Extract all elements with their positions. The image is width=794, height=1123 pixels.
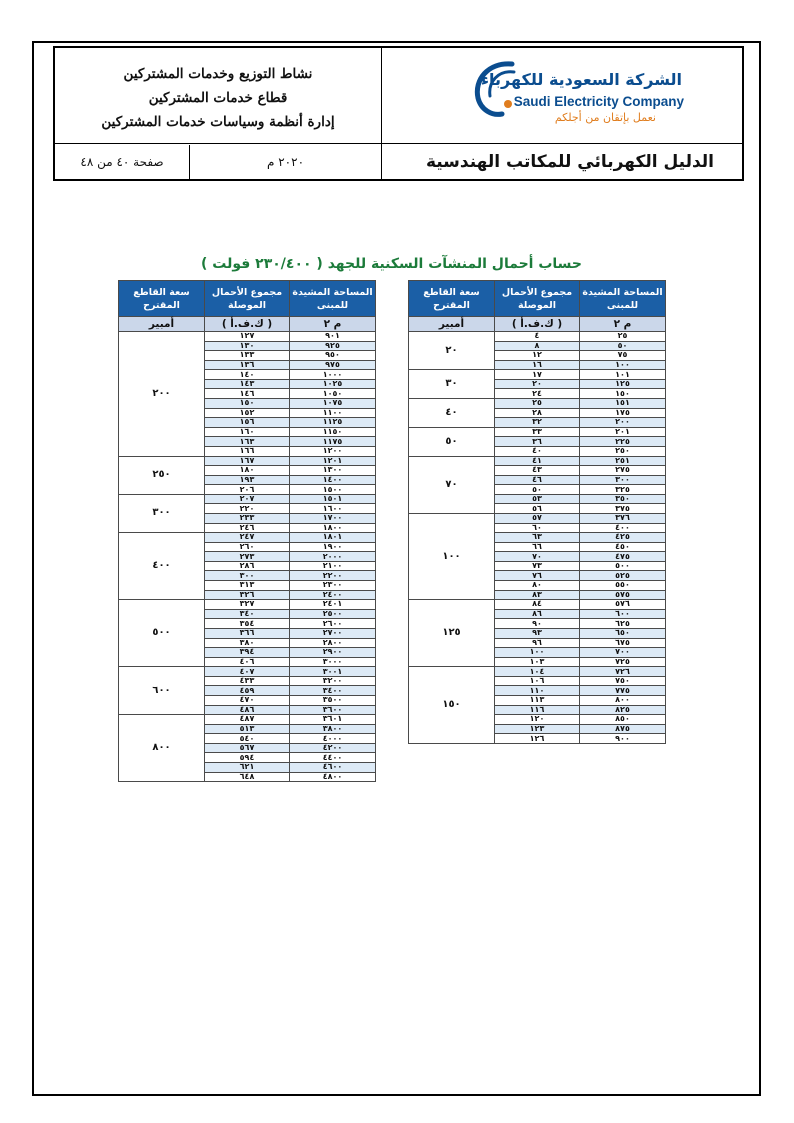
area-cell: ٢٠٠٠ (290, 552, 376, 562)
load-cell: ٩٣ (495, 628, 580, 638)
area-cell: ١٠٢٥ (290, 379, 376, 389)
unit-area: م ٢ (580, 317, 666, 332)
load-cell: ٧٦ (495, 571, 580, 581)
load-cell: ١١٣ (495, 695, 580, 705)
load-cell: ١٧ (495, 370, 580, 380)
load-cell: ١٤٣ (205, 379, 290, 389)
load-cell: ٧٣ (495, 561, 580, 571)
load-cell: ٣٢٦ (205, 590, 290, 600)
load-cell: ٢٠٦ (205, 485, 290, 495)
load-cell: ٤٠٧ (205, 667, 290, 677)
area-cell: ٣٥٠٠ (290, 695, 376, 705)
table-row (119, 600, 376, 610)
load-cell: ٦٢١ (205, 763, 290, 773)
load-table-right (408, 280, 666, 744)
area-cell: ١٥٠ (580, 389, 666, 399)
load-cell: ٣٥٤ (205, 619, 290, 629)
load-cell: ١٣٣ (205, 351, 290, 361)
breaker-cell: ٢٥٠ (119, 456, 205, 494)
area-cell: ٤٧٥ (580, 552, 666, 562)
area-cell: ٩٧٥ (290, 360, 376, 370)
area-cell: ١٢٥ (580, 379, 666, 389)
load-cell: ٤٧٠ (205, 695, 290, 705)
area-cell: ٢٥٠ (580, 446, 666, 456)
load-cell: ٣٨٠ (205, 638, 290, 648)
breaker-cell: ٤٠ (409, 399, 495, 428)
load-cell: ٣٢ (495, 418, 580, 428)
area-cell: ١٢٠١ (290, 456, 376, 466)
col-load-header: مجموع الأحمال الموصلة (495, 281, 580, 317)
load-cell: ٦٣ (495, 533, 580, 543)
table-row (119, 332, 376, 342)
load-cell: ١٩٣ (205, 475, 290, 485)
area-cell: ٢٣٠٠ (290, 581, 376, 591)
unit-area: م ٢ (290, 317, 376, 332)
table-row (119, 667, 376, 677)
area-cell: ٢٥٠٠ (290, 609, 376, 619)
area-cell: ٣٠٠ (580, 475, 666, 485)
area-cell: ١٠١ (580, 370, 666, 380)
area-cell: ١١٠٠ (290, 408, 376, 418)
area-cell: ٣٦٠١ (290, 715, 376, 725)
load-cell: ٤١ (495, 456, 580, 466)
load-cell: ١٦ (495, 360, 580, 370)
area-cell: ١٥١ (580, 399, 666, 409)
load-cell: ٣٠٠ (205, 571, 290, 581)
load-cell: ٣٣ (495, 427, 580, 437)
load-cell: ٢٤٧ (205, 533, 290, 543)
breaker-cell: ٥٠٠ (119, 600, 205, 667)
table-row (409, 399, 666, 409)
load-cell: ٢٦٠ (205, 542, 290, 552)
area-cell: ٥٠ (580, 341, 666, 351)
load-cell: ١٨٠ (205, 466, 290, 476)
area-cell: ٢٧٠٠ (290, 628, 376, 638)
load-cell: ٨٦ (495, 609, 580, 619)
area-cell: ٢٦٠٠ (290, 619, 376, 629)
load-cell: ٣٤٠ (205, 609, 290, 619)
table-row (409, 332, 666, 342)
load-cell: ٣٦ (495, 437, 580, 447)
load-cell: ٦٠ (495, 523, 580, 533)
area-cell: ٢٢٥ (580, 437, 666, 447)
area-cell: ٩٠٠ (580, 734, 666, 744)
area-cell: ١٤٠٠ (290, 475, 376, 485)
load-cell: ٩٦ (495, 638, 580, 648)
area-cell: ١٥٠١ (290, 494, 376, 504)
area-cell: ١٨٠١ (290, 533, 376, 543)
breaker-cell: ١٠٠ (409, 513, 495, 599)
table-row (409, 456, 666, 466)
load-cell: ٦٤٨ (205, 772, 290, 782)
load-cell: ٢٠٧ (205, 494, 290, 504)
load-cell: ٥٦٧ (205, 743, 290, 753)
load-cell: ١٥٠ (205, 399, 290, 409)
load-cell: ٦٦ (495, 542, 580, 552)
unit-breaker: أمبير (119, 317, 205, 332)
breaker-cell: ٣٠٠ (119, 494, 205, 532)
load-cell: ٤٦ (495, 475, 580, 485)
breaker-cell: ٣٠ (409, 370, 495, 399)
area-cell: ٢٨٠٠ (290, 638, 376, 648)
area-cell: ٨٢٥ (580, 705, 666, 715)
load-cell: ١٤٦ (205, 389, 290, 399)
area-cell: ٧٢٥ (580, 657, 666, 667)
load-cell: ١١٦ (495, 705, 580, 715)
area-cell: ٥٠٠ (580, 561, 666, 571)
area-cell: ١٦٠٠ (290, 504, 376, 514)
table-row (409, 600, 666, 610)
area-cell: ١٥٠٠ (290, 485, 376, 495)
area-cell: ٦٧٥ (580, 638, 666, 648)
area-cell: ٩٠١ (290, 332, 376, 342)
breaker-cell: ٨٠٠ (119, 715, 205, 782)
area-cell: ٤٢٥ (580, 533, 666, 543)
area-cell: ٦٠٠ (580, 609, 666, 619)
area-cell: ٣٠٠١ (290, 667, 376, 677)
load-cell: ٢٤٦ (205, 523, 290, 533)
load-cell: ١٦٧ (205, 456, 290, 466)
area-cell: ٧٥ (580, 351, 666, 361)
area-cell: ٨٥٠ (580, 715, 666, 725)
area-cell: ١١٥٠ (290, 427, 376, 437)
load-cell: ٨ (495, 341, 580, 351)
area-cell: ٦٥٠ (580, 628, 666, 638)
load-cell: ٤٣٣ (205, 676, 290, 686)
area-cell: ٨٧٥ (580, 724, 666, 734)
unit-breaker: أمبير (409, 317, 495, 332)
load-cell: ١١٠ (495, 686, 580, 696)
area-cell: ١٩٠٠ (290, 542, 376, 552)
load-cell: ١٠٣ (495, 657, 580, 667)
load-cell: ١٠٠ (495, 648, 580, 658)
load-cell: ٨٤ (495, 600, 580, 610)
load-cell: ٢٥ (495, 399, 580, 409)
area-cell: ١٠٠٠ (290, 370, 376, 380)
area-cell: ٣٧٦ (580, 513, 666, 523)
breaker-cell: ٢٠ (409, 332, 495, 370)
load-cell: ٣٢٧ (205, 600, 290, 610)
load-cell: ١٦٣ (205, 437, 290, 447)
table-row (409, 667, 666, 677)
area-cell: ٣٢٥ (580, 485, 666, 495)
table-row (409, 370, 666, 380)
area-cell: ٧٧٥ (580, 686, 666, 696)
load-cell: ١٢ (495, 351, 580, 361)
area-cell: ٣٥٠ (580, 494, 666, 504)
area-cell: ٢٥١ (580, 456, 666, 466)
load-cell: ١٥٢ (205, 408, 290, 418)
area-cell: ٣٦٠٠ (290, 705, 376, 715)
area-cell: ٤٥٠ (580, 542, 666, 552)
area-cell: ٣٢٠٠ (290, 676, 376, 686)
area-cell: ٣٤٠٠ (290, 686, 376, 696)
department-block (55, 62, 381, 134)
area-cell: ٤٨٠٠ (290, 772, 376, 782)
load-cell: ١٢٠ (495, 715, 580, 725)
load-cell: ٢٨ (495, 408, 580, 418)
load-cell: ٥٧ (495, 513, 580, 523)
load-cell: ٤٨٧ (205, 715, 290, 725)
area-cell: ٨٠٠ (580, 695, 666, 705)
table-row (119, 715, 376, 725)
unit-load: ( ك.ف.أ ) (495, 317, 580, 332)
load-cell: ١٤٠ (205, 370, 290, 380)
dept-line-3: إدارة أنظمة وسياسات خدمات المشتركين (101, 114, 335, 130)
area-cell: ٦٢٥ (580, 619, 666, 629)
load-cell: ٢٣٣ (205, 513, 290, 523)
area-cell: ١٧٠٠ (290, 513, 376, 523)
area-cell: ٧٥٠ (580, 676, 666, 686)
load-cell: ١٦٦ (205, 446, 290, 456)
col-area-header: المساحة المشيدة للمبنى (290, 281, 376, 317)
area-cell: ٤٠٠٠ (290, 734, 376, 744)
area-cell: ١٠٧٥ (290, 399, 376, 409)
load-cell: ١٣٦ (205, 360, 290, 370)
load-cell: ٩٠ (495, 619, 580, 629)
table-row (119, 494, 376, 504)
header-bottom-row (55, 145, 742, 179)
area-cell: ٥٧٥ (580, 590, 666, 600)
area-cell: ١٠٠ (580, 360, 666, 370)
area-cell: ٢٠٠ (580, 418, 666, 428)
area-cell: ٢٢٠٠ (290, 571, 376, 581)
left-table-body (119, 332, 376, 782)
col-breaker-header: سعة القاطع المقترح (409, 281, 495, 317)
load-cell: ٤٣ (495, 466, 580, 476)
breaker-cell: ٦٠٠ (119, 667, 205, 715)
company-name-english: Saudi Electricity Company (513, 94, 684, 109)
company-logo (382, 48, 742, 144)
unit-load: ( ك.ف.أ ) (205, 317, 290, 332)
load-cell: ٣٦٦ (205, 628, 290, 638)
area-cell: ٤٢٠٠ (290, 743, 376, 753)
load-cell: ٥٠ (495, 485, 580, 495)
area-cell: ٧٢٦ (580, 667, 666, 677)
company-logo-icon (468, 58, 524, 120)
load-cell: ١٢٦ (495, 734, 580, 744)
area-cell: ٢٠١ (580, 427, 666, 437)
table-row (409, 513, 666, 523)
load-table-left (118, 280, 376, 782)
load-cell: ٤٥٩ (205, 686, 290, 696)
load-cell: ٥١٣ (205, 724, 290, 734)
page-number: صفحة ٤٠ من ٤٨ (55, 145, 190, 179)
load-cell: ٣٩٤ (205, 648, 290, 658)
col-area-header: المساحة المشيدة للمبنى (580, 281, 666, 317)
load-cell: ٨٣ (495, 590, 580, 600)
area-cell: ٤٦٠٠ (290, 763, 376, 773)
area-cell: ٢١٠٠ (290, 561, 376, 571)
area-cell: ٣٠٠٠ (290, 657, 376, 667)
load-cell: ١٢٣ (495, 724, 580, 734)
breaker-cell: ٢٠٠ (119, 332, 205, 457)
load-cell: ٢٤ (495, 389, 580, 399)
document-year: ٢٠٢٠ م (266, 155, 305, 169)
load-cell: ٤٠٦ (205, 657, 290, 667)
load-cell: ٥٣ (495, 494, 580, 504)
dept-line-1: نشاط التوزيع وخدمات المشتركين (123, 66, 313, 82)
area-cell: ٣٧٥ (580, 504, 666, 514)
load-cell: ١٥٦ (205, 418, 290, 428)
load-cell: ٢٢٠ (205, 504, 290, 514)
area-cell: ١١٢٥ (290, 418, 376, 428)
area-cell: ١٧٥ (580, 408, 666, 418)
company-slogan: نعمل بإتقان من أجلكم (554, 111, 656, 124)
area-cell: ٧٠٠ (580, 648, 666, 658)
area-cell: ١١٧٥ (290, 437, 376, 447)
load-cell: ٣١٣ (205, 581, 290, 591)
col-breaker-header: سعة القاطع المقترح (119, 281, 205, 317)
load-cell: ١٠٤ (495, 667, 580, 677)
company-name-arabic: الشركة السعودية للكهرباء (480, 70, 682, 89)
load-cell: ١٠٦ (495, 676, 580, 686)
area-cell: ٢٤٠٠ (290, 590, 376, 600)
load-cell: ٢٠ (495, 379, 580, 389)
breaker-cell: ١٥٠ (409, 667, 495, 744)
breaker-cell: ٤٠٠ (119, 533, 205, 600)
area-cell: ٤٠٠ (580, 523, 666, 533)
table-row (409, 427, 666, 437)
area-cell: ١٢٠٠ (290, 446, 376, 456)
table-title: حساب أحمال المنشآت السكنية للجهد ( ٢٣٠/٤٠٠ فولت ) (200, 256, 583, 272)
area-cell: ٩٥٠ (290, 351, 376, 361)
area-cell: ١٠٥٠ (290, 389, 376, 399)
load-cell: ١٦٠ (205, 427, 290, 437)
document-title: الدليل الكهربائي للمكاتب الهندسية (425, 152, 714, 172)
area-cell: ٥٧٦ (580, 600, 666, 610)
load-cell: ١٢٧ (205, 332, 290, 342)
load-cell: ٨٠ (495, 581, 580, 591)
area-cell: ٥٢٥ (580, 571, 666, 581)
breaker-cell: ١٢٥ (409, 600, 495, 667)
right-table-body (409, 332, 666, 744)
area-cell: ٢٩٠٠ (290, 648, 376, 658)
load-cell: ٧٠ (495, 552, 580, 562)
load-cell: ٥٤٠ (205, 734, 290, 744)
table-row (119, 533, 376, 543)
area-cell: ٢٥ (580, 332, 666, 342)
dept-line-2: قطاع خدمات المشتركين (148, 90, 288, 106)
table-row (119, 456, 376, 466)
area-cell: ٤٤٠٠ (290, 753, 376, 763)
breaker-cell: ٧٠ (409, 456, 495, 513)
load-cell: ٢٨٦ (205, 561, 290, 571)
load-cell: ٥٦ (495, 504, 580, 514)
area-cell: ٢٤٠١ (290, 600, 376, 610)
area-cell: ٣٨٠٠ (290, 724, 376, 734)
load-cell: ١٣٠ (205, 341, 290, 351)
load-cell: ٤ (495, 332, 580, 342)
load-cell: ٢٧٣ (205, 552, 290, 562)
load-cell: ٤٠ (495, 446, 580, 456)
area-cell: ١٨٠٠ (290, 523, 376, 533)
area-cell: ٥٥٠ (580, 581, 666, 591)
document-header (53, 46, 744, 181)
load-cell: ٤٨٦ (205, 705, 290, 715)
area-cell: ١٣٠٠ (290, 466, 376, 476)
breaker-cell: ٥٠ (409, 427, 495, 456)
col-load-header: مجموع الأحمال الموصلة (205, 281, 290, 317)
area-cell: ٩٢٥ (290, 341, 376, 351)
load-cell: ٥٩٤ (205, 753, 290, 763)
area-cell: ٢٧٥ (580, 466, 666, 476)
